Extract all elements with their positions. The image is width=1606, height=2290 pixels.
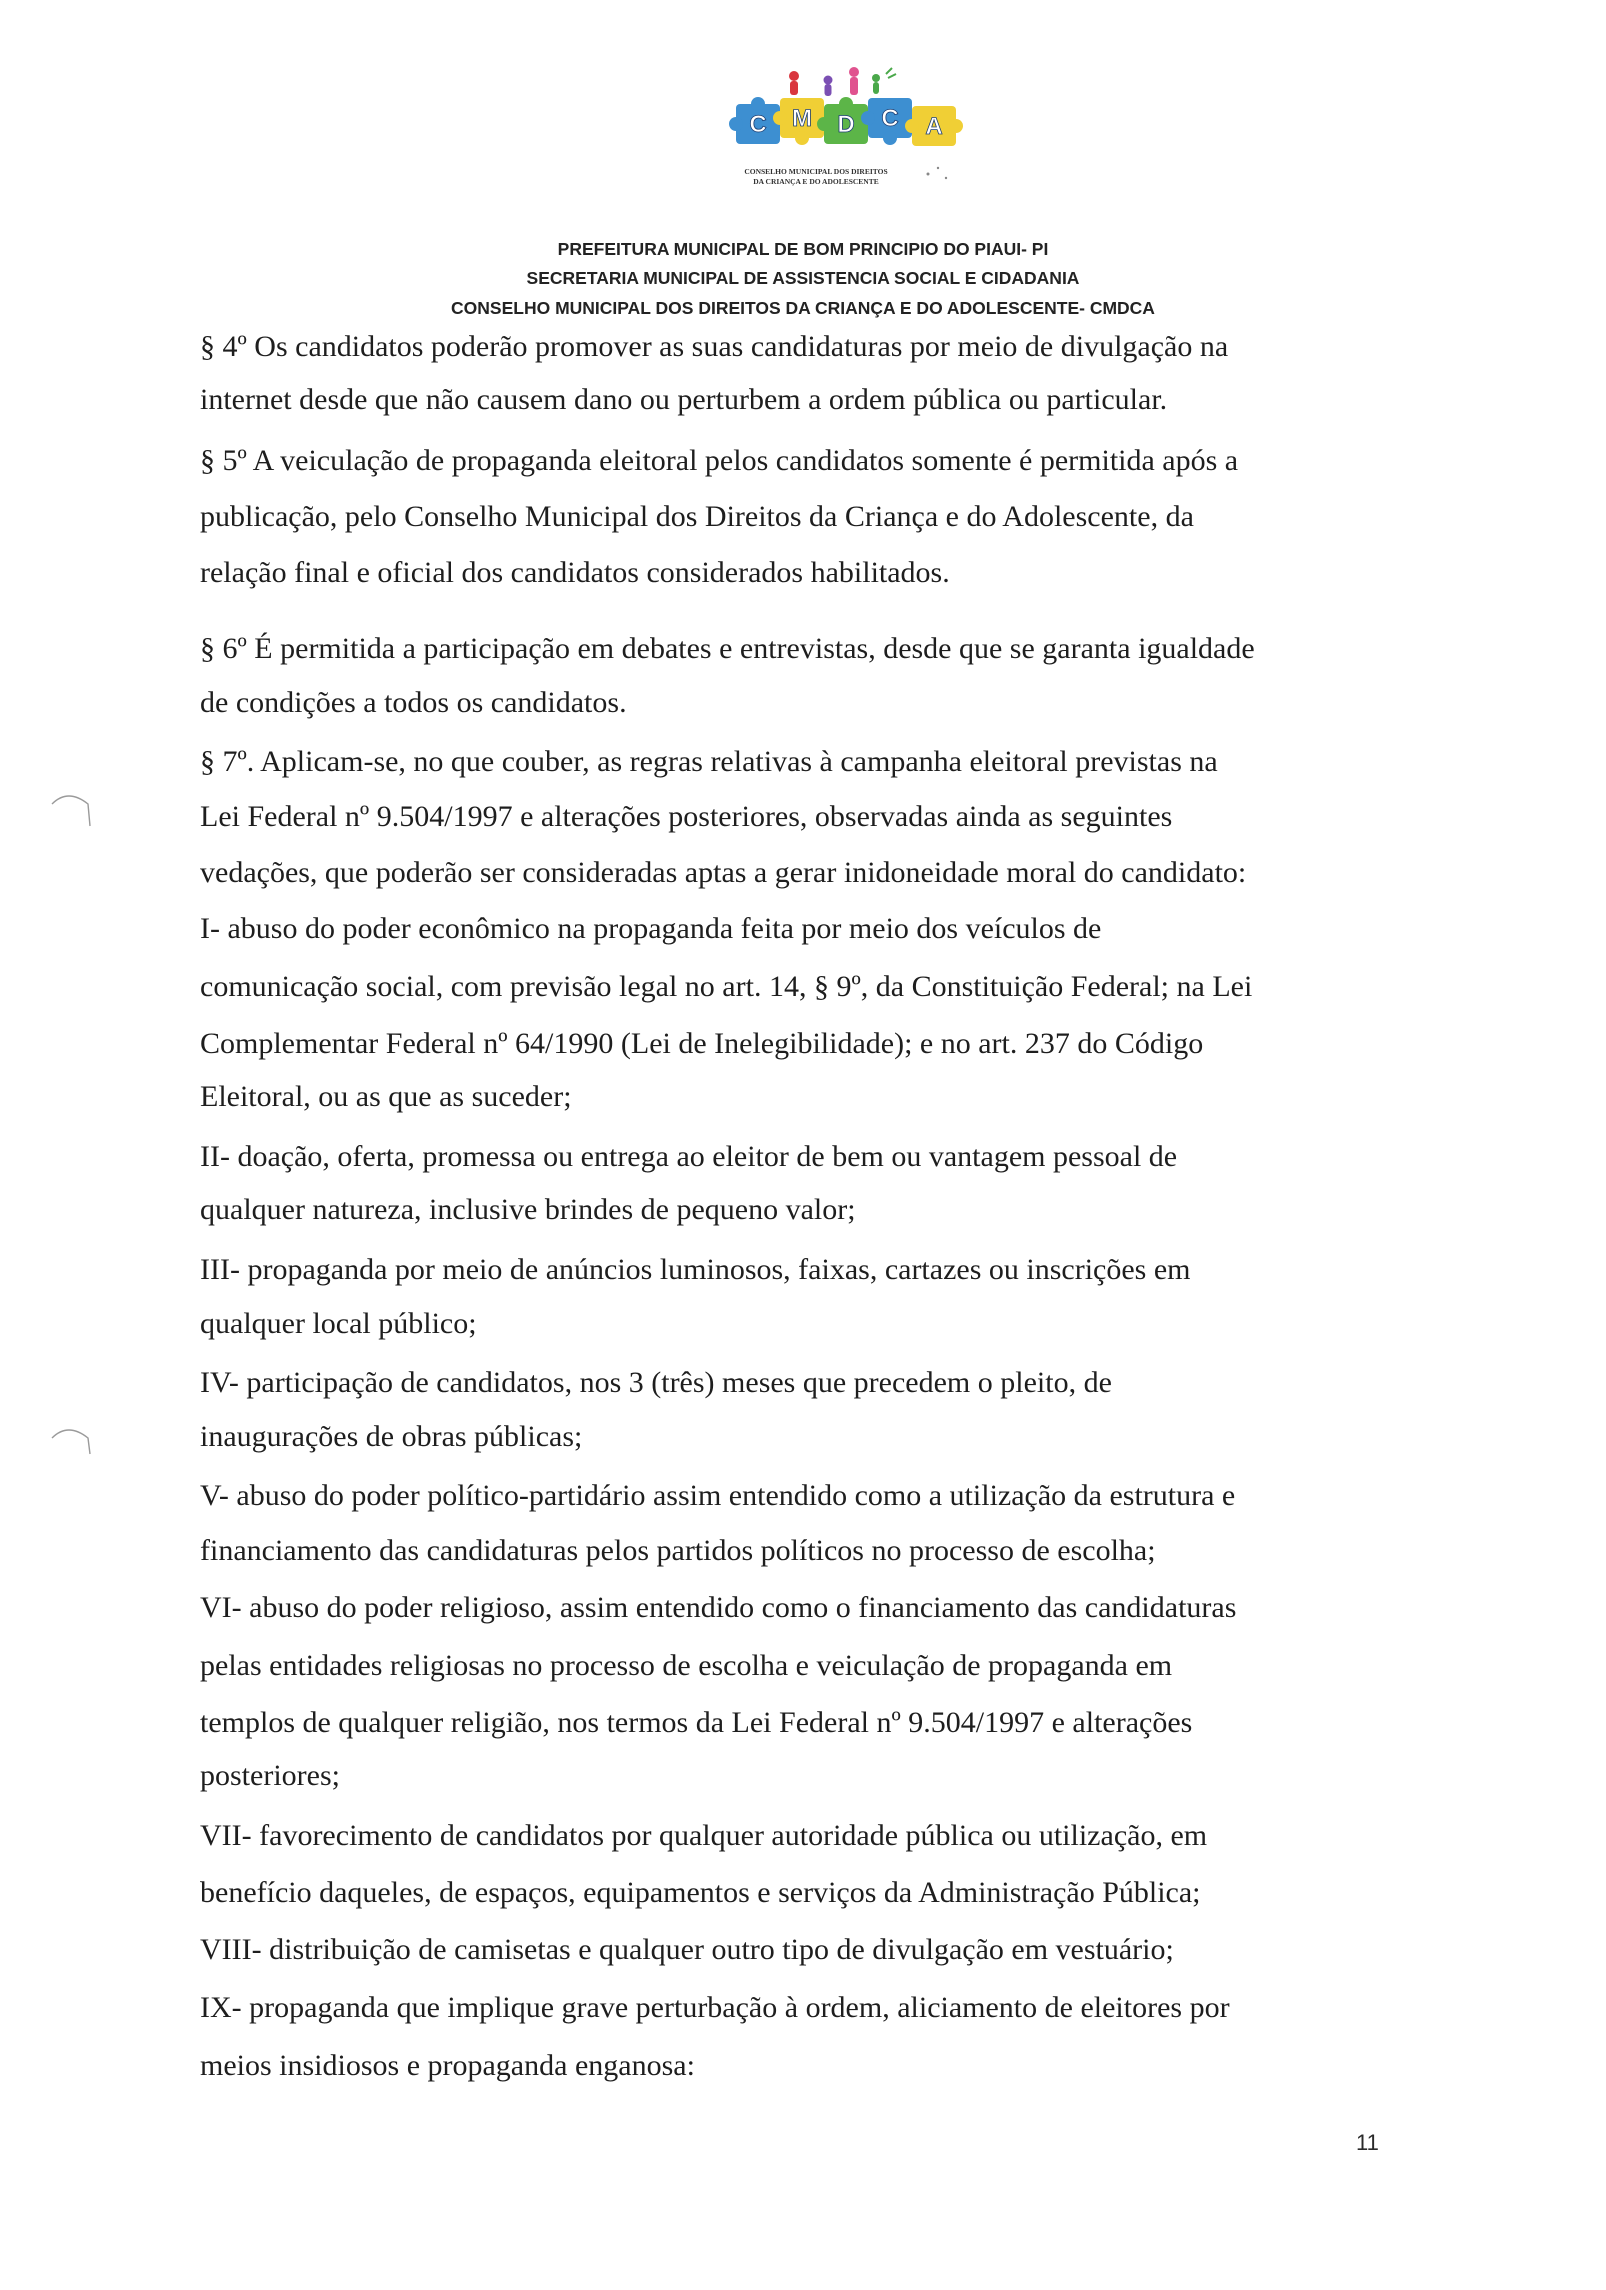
svg-text:M: M xyxy=(792,105,812,132)
scan-mark xyxy=(50,790,94,830)
text-line: templos de qualquer religião, nos termos da Lei Federal nº 9.504/1997 e alterações xyxy=(200,1706,1193,1739)
page-number: 11 xyxy=(1356,2130,1379,2155)
text-line: VI- abuso do poder religioso, assim entendido como o financiamento das candidaturas xyxy=(200,1591,1237,1624)
text-line: V- abuso do poder político-partidário assim entendido como a utilização da estrutura e xyxy=(200,1479,1236,1512)
puzzle-piece-c2 xyxy=(861,98,912,145)
svg-text:D: D xyxy=(837,111,855,138)
svg-text:C: C xyxy=(749,111,767,138)
text-line: de condições a todos os candidatos. xyxy=(200,686,627,719)
children-figures-icon xyxy=(789,67,896,96)
text-line: IV- participação de candidatos, nos 3 (três) meses que precedem o pleito, de xyxy=(200,1366,1112,1399)
cmdca-logo xyxy=(716,62,976,202)
text-line: IX- propaganda que implique grave perturbação à ordem, aliciamento de eleitores por xyxy=(200,1991,1230,2024)
header-prefeitura: PREFEITURA MUNICIPAL DE BOM PRINCIPIO DO PIAUI- PI xyxy=(557,239,1049,259)
text-line: relação final e oficial dos candidatos considerados habilitados. xyxy=(200,556,950,589)
text-line: Eleitoral, ou as que as suceder; xyxy=(200,1080,572,1113)
text-line: § 7º. Aplicam-se, no que couber, as regras relativas à campanha eleitoral previstas na xyxy=(200,745,1218,778)
header-secretaria: SECRETARIA MUNICIPAL DE ASSISTENCIA SOCIAL E CIDADANIA xyxy=(526,268,1080,288)
puzzle-piece-m xyxy=(773,98,824,145)
text-line: VII- favorecimento de candidatos por qualquer autoridade pública ou utilização, em xyxy=(200,1819,1208,1852)
logo-caption-line2: DA CRIANÇA E DO ADOLESCENTE xyxy=(753,177,879,186)
puzzle-piece-a xyxy=(905,106,963,146)
text-line: § 6º É permitida a participação em debates e entrevistas, desde que se garanta igualdade xyxy=(200,632,1255,665)
text-line: pelas entidades religiosas no processo de escolha e veiculação de propaganda em xyxy=(200,1649,1173,1682)
text-line: qualquer local público; xyxy=(200,1307,477,1340)
text-line: qualquer natureza, inclusive brindes de pequeno valor; xyxy=(200,1193,856,1226)
text-line: meios insidiosos e propaganda enganosa: xyxy=(200,2049,695,2082)
text-line: II- doação, oferta, promessa ou entrega ao eleitor de bem ou vantagem pessoal de xyxy=(200,1140,1178,1173)
text-line: financiamento das candidaturas pelos partidos políticos no processo de escolha; xyxy=(200,1534,1156,1567)
puzzle-piece-d xyxy=(817,97,868,144)
text-line: comunicação social, com previsão legal no art. 14, § 9º, da Constituição Federal; na Lei xyxy=(200,970,1253,1003)
text-line: Lei Federal nº 9.504/1997 e alterações posteriores, observadas ainda as seguintes xyxy=(200,800,1173,833)
text-line: Complementar Federal nº 64/1990 (Lei de Inelegibilidade); e no art. 237 do Código xyxy=(200,1027,1204,1060)
logo-caption-line1: CONSELHO MUNICIPAL DOS DIREITOS xyxy=(744,167,888,176)
text-line: vedações, que poderão ser consideradas aptas a gerar inidoneidade moral do candidato: xyxy=(200,856,1247,889)
text-line: posteriores; xyxy=(200,1759,340,1792)
text-line: § 5º A veiculação de propaganda eleitoral pelos candidatos somente é permitida após a xyxy=(200,444,1239,477)
sparkle-dots-icon xyxy=(927,167,948,179)
text-line: VIII- distribuição de camisetas e qualquer outro tipo de divulgação em vestuário; xyxy=(200,1933,1174,1966)
header-conselho: CONSELHO MUNICIPAL DOS DIREITOS DA CRIANÇA E DO ADOLESCENTE- CMDCA xyxy=(451,298,1155,318)
scan-mark xyxy=(50,1424,94,1464)
text-line: I- abuso do poder econômico na propaganda feita por meio dos veículos de xyxy=(200,912,1102,945)
svg-text:A: A xyxy=(925,113,943,140)
text-line: publicação, pelo Conselho Municipal dos Direitos da Criança e do Adolescente, da xyxy=(200,500,1194,533)
text-line: III- propaganda por meio de anúncios luminosos, faixas, cartazes ou inscrições em xyxy=(200,1253,1191,1286)
puzzle-piece-c xyxy=(729,97,780,144)
text-line: inaugurações de obras públicas; xyxy=(200,1420,583,1453)
text-line: § 4º Os candidatos poderão promover as suas candidaturas por meio de divulgação na xyxy=(200,330,1229,363)
text-line: benefício daqueles, de espaços, equipamentos e serviços da Administração Pública; xyxy=(200,1876,1201,1909)
text-line: internet desde que não causem dano ou perturbem a ordem pública ou particular. xyxy=(200,383,1168,416)
svg-text:C: C xyxy=(881,105,899,132)
